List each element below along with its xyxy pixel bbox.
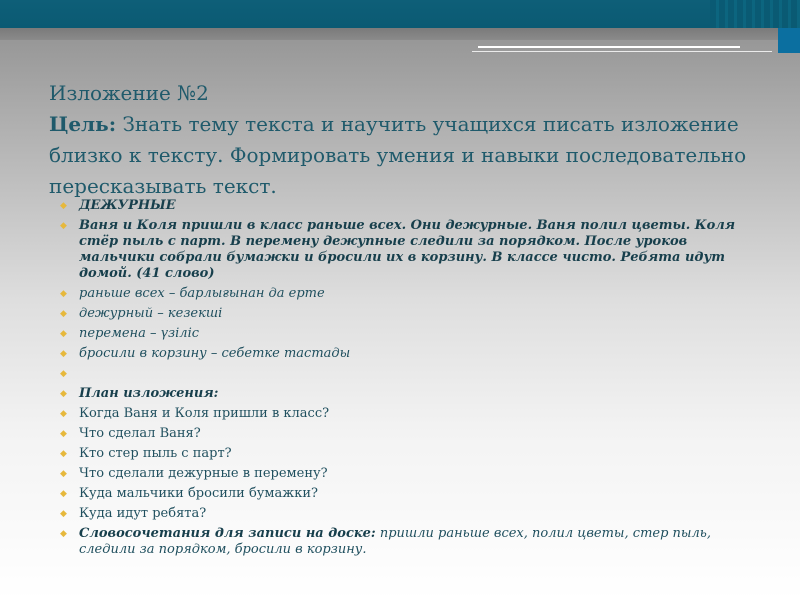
phrases-text: пришли раньше всех, полил цветы, стер пыль, следили за порядком, бросили в корзину. <box>79 526 711 557</box>
decorative-stripes <box>710 0 800 28</box>
list-item-phrases <box>60 526 740 558</box>
list-item-plan-title: ◆ План изложения: <box>60 386 740 402</box>
list-item-question: ◆ Кто стер пыль с парт? <box>60 446 740 462</box>
decorative-rule <box>478 46 740 48</box>
top-bar <box>0 0 800 28</box>
list-item-vocab: ◆ перемена – үзіліс <box>60 326 740 342</box>
phrases-label: Словосочетания для записи на доске: <box>79 526 376 541</box>
list-item-question: ◆ Что сделали дежурные в перемену? <box>60 466 740 482</box>
list-item-vocab: ◆ бросили в корзину – себетке тастады <box>60 346 740 362</box>
slide-title <box>49 78 749 202</box>
list-item-question: ◆ Куда идут ребята? <box>60 506 740 522</box>
goal-text: Знать тему текста и научить учащихся писать изложение близко к тексту. Формировать умения и навыки последовательно пересказывать текст. <box>49 112 747 198</box>
list-item-empty <box>60 366 740 382</box>
list-item-heading: ◆ ДЕЖУРНЫЕ <box>60 198 740 214</box>
list-item-vocab: ◆ дежурный – кезекші <box>60 306 740 322</box>
decorative-rule-thin <box>472 51 772 52</box>
title-line: Изложение №2 <box>49 81 209 105</box>
list-item-story: ◆ Ваня и Коля пришли в класс раньше всех. Они дежурные. Ваня полил цветы. Коля стёр пыль с парт. В перемену дежупные следили за порядком. После уроков мальчики собрали бумажки и бросили их в корзину. В классе чисто. Ребята идут домой. (41 слово) <box>60 218 740 282</box>
list-item-question: ◆ Когда Ваня и Коля пришли в класс? <box>60 406 740 422</box>
header-band <box>0 28 800 40</box>
goal-label: Цель: <box>49 112 117 136</box>
slide-content-list <box>60 198 740 562</box>
list-item-question: ◆ Куда мальчики бросили бумажки? <box>60 486 740 502</box>
goal-line <box>49 109 749 202</box>
list-item-question: ◆ Что сделал Ваня? <box>60 426 740 442</box>
list-item-vocab: ◆ раньше всех – барлығынан да ерте <box>60 286 740 302</box>
accent-block <box>778 28 800 53</box>
